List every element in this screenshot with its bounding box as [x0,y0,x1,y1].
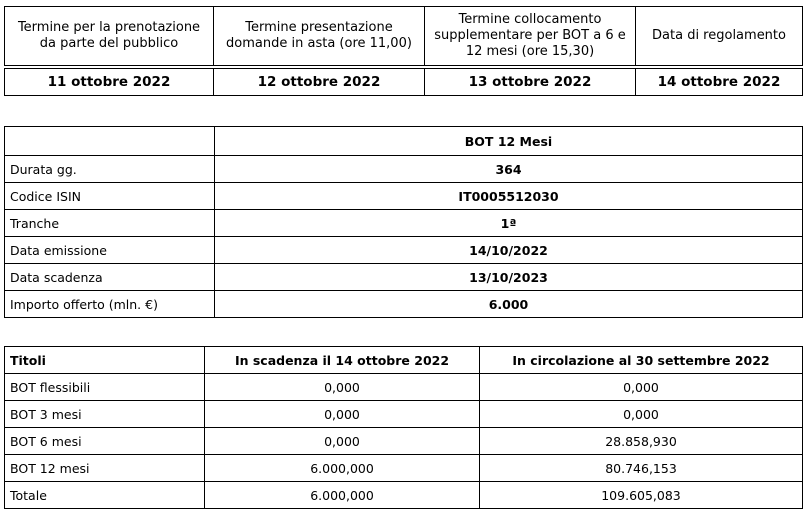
titolo-circolazione: 28.858,930 [480,428,803,455]
titolo-scadenza: 6.000,000 [205,482,480,509]
table-row [5,156,803,183]
titolo-name: BOT 12 mesi [5,455,205,482]
bot-details-table [4,126,803,318]
table-row [5,183,803,210]
table-row [5,428,803,455]
titoli-header-row [5,347,803,374]
titolo-circolazione: 80.746,153 [480,455,803,482]
deadline-header-regolamento: Data di regolamento [636,7,803,66]
detail-label: Codice ISIN [5,183,215,210]
detail-label: Data emissione [5,237,215,264]
titolo-circolazione: 109.605,083 [480,482,803,509]
deadlines-table [4,6,803,96]
bot-details-column-header: BOT 12 Mesi [215,127,803,156]
detail-label: Durata gg. [5,156,215,183]
table-row [5,237,803,264]
deadline-value-collocamento: 13 ottobre 2022 [425,69,636,96]
detail-label: Importo offerto (mln. €) [5,291,215,318]
table-row [5,291,803,318]
detail-value: 13/10/2023 [215,264,803,291]
deadline-value-asta: 12 ottobre 2022 [214,69,425,96]
bot-details-header-row [5,127,803,156]
detail-value: IT0005512030 [215,183,803,210]
detail-label: Tranche [5,210,215,237]
titoli-table [4,346,803,509]
titolo-scadenza: 6.000,000 [205,455,480,482]
table-row [5,264,803,291]
deadline-value-prenotazione: 11 ottobre 2022 [5,69,214,96]
titoli-header-scadenza: In scadenza il 14 ottobre 2022 [205,347,480,374]
deadlines-header-row [5,7,803,66]
titolo-name: BOT flessibili [5,374,205,401]
titolo-scadenza: 0,000 [205,401,480,428]
detail-value: 6.000 [215,291,803,318]
table-row-total [5,482,803,509]
table-row [5,374,803,401]
detail-value: 1ª [215,210,803,237]
table-row [5,455,803,482]
deadline-header-prenotazione: Termine per la prenotazione da parte del pubblico [5,7,214,66]
bot-details-empty-corner [5,127,215,156]
titolo-scadenza: 0,000 [205,374,480,401]
detail-value: 14/10/2022 [215,237,803,264]
titoli-header-circolazione: In circolazione al 30 settembre 2022 [480,347,803,374]
titolo-circolazione: 0,000 [480,401,803,428]
deadline-header-asta: Termine presentazione domande in asta (ore 11,00) [214,7,425,66]
detail-value: 364 [215,156,803,183]
deadline-value-regolamento: 14 ottobre 2022 [636,69,803,96]
table-row [5,210,803,237]
titolo-name: Totale [5,482,205,509]
deadline-header-collocamento: Termine collocamento supplementare per BOT a 6 e 12 mesi (ore 15,30) [425,7,636,66]
deadlines-value-row [5,69,803,96]
titolo-name: BOT 6 mesi [5,428,205,455]
titolo-scadenza: 0,000 [205,428,480,455]
table-row [5,401,803,428]
titolo-circolazione: 0,000 [480,374,803,401]
titoli-header-name: Titoli [5,347,205,374]
detail-label: Data scadenza [5,264,215,291]
titolo-name: BOT 3 mesi [5,401,205,428]
